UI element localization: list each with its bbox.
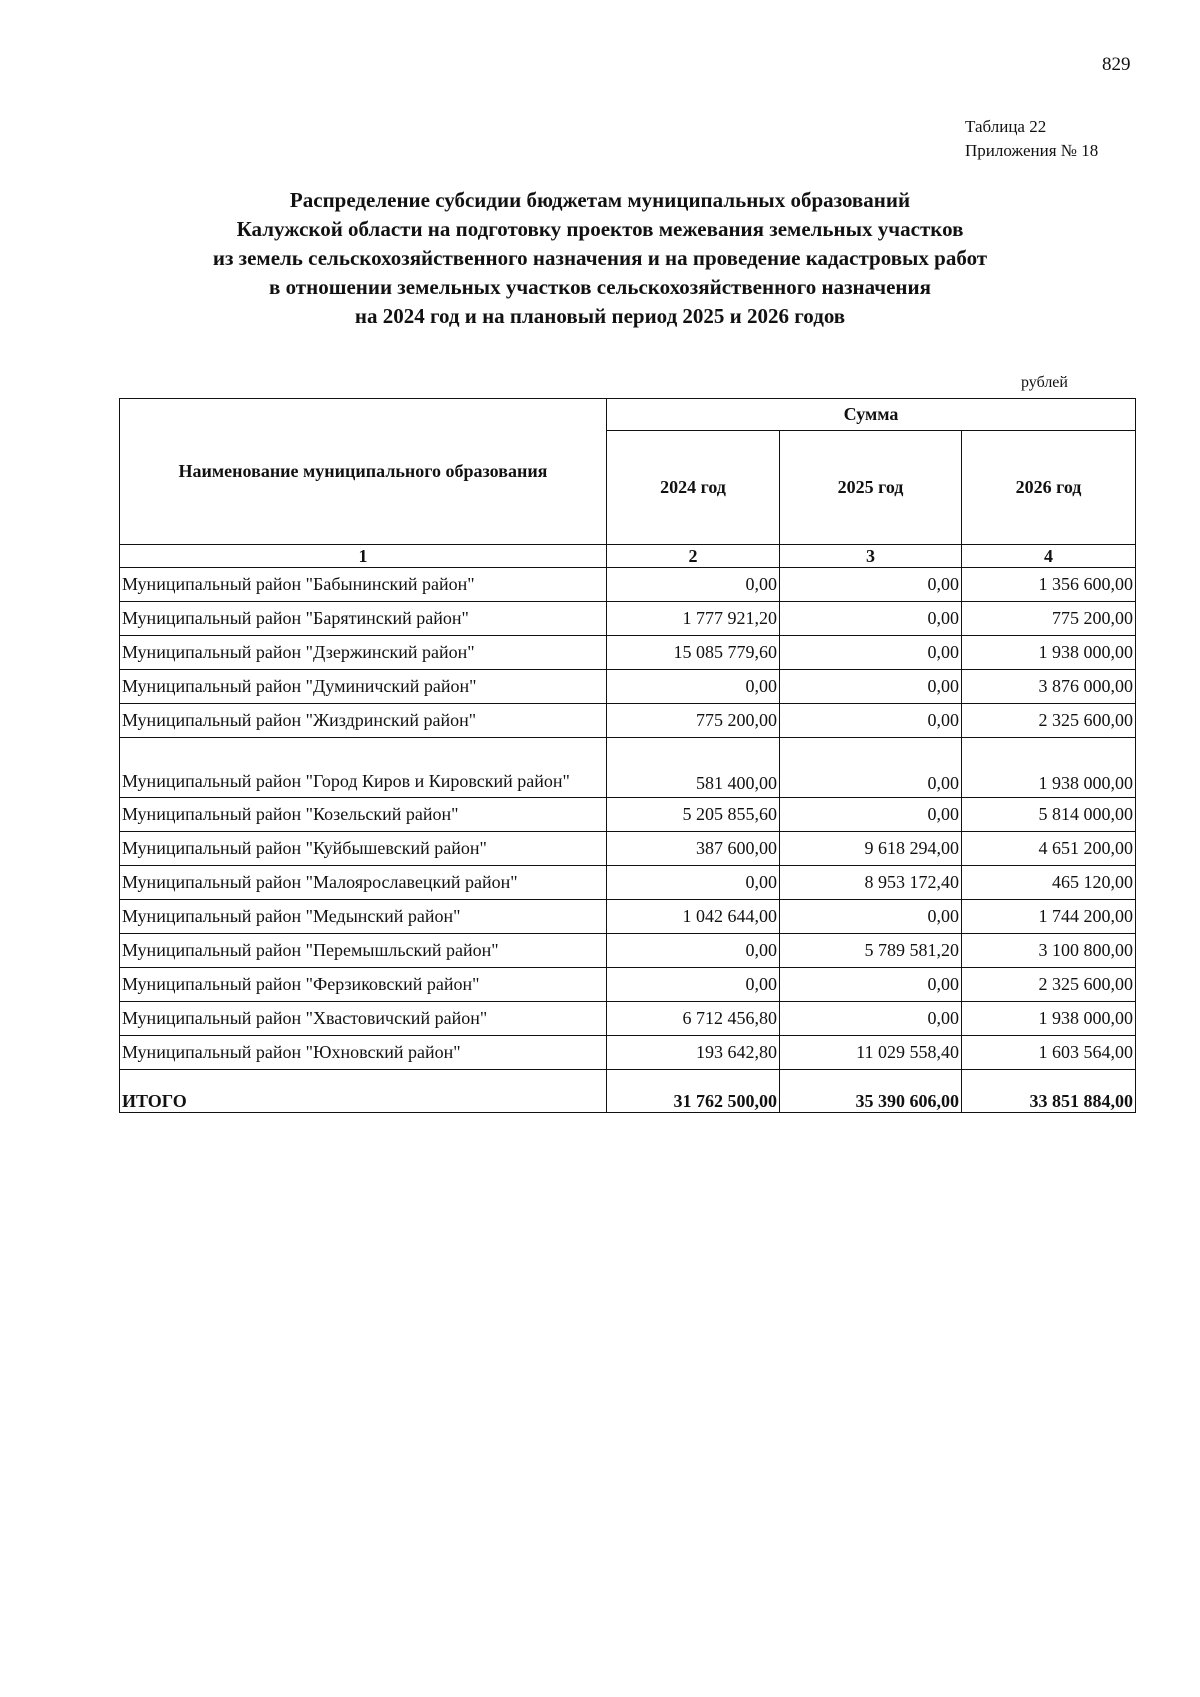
row-name: Муниципальный район "Куйбышевский район" [120, 832, 607, 866]
row-value-2024: 0,00 [607, 968, 780, 1002]
row-value-2025: 0,00 [780, 1002, 962, 1036]
row-name: Муниципальный район "Ферзиковский район" [120, 968, 607, 1002]
row-value-2024: 15 085 779,60 [607, 636, 780, 670]
table-ref-line2: Приложения № 18 [965, 141, 1099, 160]
row-value-2026: 465 120,00 [962, 866, 1136, 900]
table-row [120, 968, 1136, 1002]
column-number-row [120, 545, 1136, 568]
row-value-2024: 6 712 456,80 [607, 1002, 780, 1036]
table-row [120, 636, 1136, 670]
row-name: Муниципальный район "Медынский район" [120, 900, 607, 934]
row-value-2026: 1 356 600,00 [962, 568, 1136, 602]
row-value-2024: 193 642,80 [607, 1036, 780, 1070]
row-value-2024: 0,00 [607, 866, 780, 900]
table-row [120, 832, 1136, 866]
column-number: 1 [120, 545, 607, 568]
table-row [120, 670, 1136, 704]
row-value-2025: 0,00 [780, 798, 962, 832]
row-value-2025: 0,00 [780, 636, 962, 670]
title-line: на 2024 год и на плановый период 2025 и 2026 годов [354, 304, 846, 328]
row-value-2024: 775 200,00 [607, 704, 780, 738]
table-row [120, 1036, 1136, 1070]
total-value-2026: 33 851 884,00 [962, 1070, 1136, 1113]
row-name: Муниципальный район "Думиничский район" [120, 670, 607, 704]
table-row [120, 1002, 1136, 1036]
row-value-2025: 0,00 [780, 568, 962, 602]
subsidy-table [119, 398, 1136, 1113]
row-value-2025: 0,00 [780, 968, 962, 1002]
row-value-2026: 1 744 200,00 [962, 900, 1136, 934]
row-value-2025: 0,00 [780, 704, 962, 738]
header-year-2024: 2024 год [607, 431, 780, 545]
row-value-2025: 11 029 558,40 [780, 1036, 962, 1070]
table-row [120, 738, 1136, 798]
row-value-2024: 0,00 [607, 568, 780, 602]
row-value-2025: 8 953 172,40 [780, 866, 962, 900]
table-row [120, 900, 1136, 934]
row-value-2026: 1 938 000,00 [962, 738, 1136, 798]
row-value-2026: 3 100 800,00 [962, 934, 1136, 968]
total-row [120, 1070, 1136, 1113]
row-value-2025: 9 618 294,00 [780, 832, 962, 866]
title-line: в отношении земельных участков сельскохозяйственного назначения [268, 275, 931, 299]
units-label: рублей [1021, 374, 1068, 391]
column-number: 3 [780, 545, 962, 568]
table-row [120, 568, 1136, 602]
row-value-2026: 1 938 000,00 [962, 1002, 1136, 1036]
row-value-2024: 0,00 [607, 670, 780, 704]
row-value-2025: 0,00 [780, 602, 962, 636]
column-number: 2 [607, 545, 780, 568]
row-value-2024: 1 042 644,00 [607, 900, 780, 934]
table-reference [965, 115, 1098, 163]
table-row [120, 704, 1136, 738]
table-row [120, 866, 1136, 900]
row-value-2024: 5 205 855,60 [607, 798, 780, 832]
document-title [150, 186, 1050, 331]
row-value-2024: 581 400,00 [607, 738, 780, 798]
table-ref-line1: Таблица 22 [965, 117, 1047, 136]
row-value-2026: 775 200,00 [962, 602, 1136, 636]
row-value-2025: 5 789 581,20 [780, 934, 962, 968]
row-value-2024: 0,00 [607, 934, 780, 968]
row-name: Муниципальный район "Барятинский район" [120, 602, 607, 636]
row-name: Муниципальный район "Юхновский район" [120, 1036, 607, 1070]
row-name: Муниципальный район "Хвастовичский район" [120, 1002, 607, 1036]
page-number: 829 [1102, 54, 1131, 75]
column-number: 4 [962, 545, 1136, 568]
row-value-2025: 0,00 [780, 900, 962, 934]
row-value-2026: 1 603 564,00 [962, 1036, 1136, 1070]
table-row [120, 602, 1136, 636]
total-label: ИТОГО [120, 1070, 607, 1113]
title-line: Распределение субсидии бюджетам муниципальных образований [289, 188, 911, 212]
row-value-2024: 1 777 921,20 [607, 602, 780, 636]
table-row [120, 934, 1136, 968]
header-year-2026: 2026 год [962, 431, 1136, 545]
row-name: Муниципальный район "Жиздринский район" [120, 704, 607, 738]
row-name: Муниципальный район "Малоярославецкий район" [120, 866, 607, 900]
row-value-2025: 0,00 [780, 738, 962, 798]
row-value-2026: 2 325 600,00 [962, 704, 1136, 738]
row-value-2026: 1 938 000,00 [962, 636, 1136, 670]
table-row [120, 798, 1136, 832]
title-line: из земель сельскохозяйственного назначения и на проведение кадастровых работ [212, 246, 988, 270]
row-name: Муниципальный район "Дзержинский район" [120, 636, 607, 670]
row-value-2026: 5 814 000,00 [962, 798, 1136, 832]
header-name: Наименование муниципального образования [120, 399, 607, 545]
row-name: Муниципальный район "Козельский район" [120, 798, 607, 832]
header-sum: Сумма [607, 399, 1136, 431]
row-value-2026: 4 651 200,00 [962, 832, 1136, 866]
header-year-2025: 2025 год [780, 431, 962, 545]
row-value-2026: 2 325 600,00 [962, 968, 1136, 1002]
row-name: Муниципальный район "Бабынинский район" [120, 568, 607, 602]
row-value-2024: 387 600,00 [607, 832, 780, 866]
row-name: Муниципальный район "Перемышльский район" [120, 934, 607, 968]
row-name: Муниципальный район "Город Киров и Кировский район" [120, 738, 607, 798]
title-line: Калужской области на подготовку проектов межевания земельных участков [236, 217, 964, 241]
total-value-2025: 35 390 606,00 [780, 1070, 962, 1113]
row-value-2025: 0,00 [780, 670, 962, 704]
row-value-2026: 3 876 000,00 [962, 670, 1136, 704]
total-value-2024: 31 762 500,00 [607, 1070, 780, 1113]
